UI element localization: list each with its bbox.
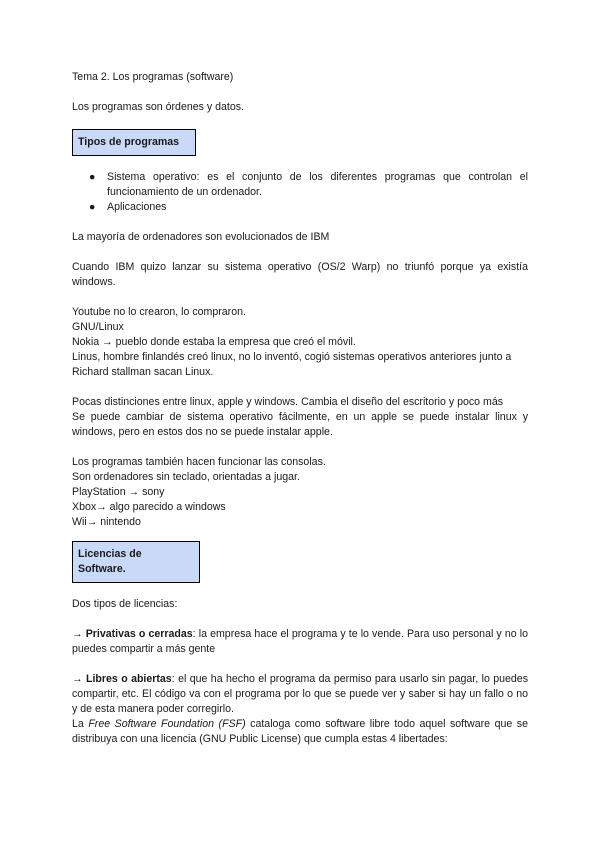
licenses-intro: Dos tipos de licencias: bbox=[72, 598, 178, 610]
text-line: Pocas distinciones entre linux, apple y windows. Cambia el diseño del escritorio y poco más bbox=[72, 396, 504, 408]
fsf-post: cataloga como software libre todo aquel software que se distribuya con una licencia (GNU Public License) que cumpla estas 4 libertades: bbox=[72, 718, 528, 745]
text-line: Wii→ nintendo bbox=[72, 516, 141, 528]
section-heading-licencias: Licencias de Software. bbox=[72, 541, 200, 583]
fsf-paragraph bbox=[72, 717, 528, 747]
arrow-icon: → bbox=[72, 673, 86, 685]
text-line: Los programas también hacen funcionar las consolas. bbox=[72, 456, 326, 468]
document-page bbox=[72, 70, 528, 747]
list-item-text: Aplicaciones bbox=[107, 201, 167, 213]
text-line: Linus, hombre finlandés creó linux, no lo inventó, cogió sistemas operativos anteriores junto a Richard stallman sacan Linux. bbox=[72, 351, 512, 378]
paragraph-ibm: La mayoría de ordenadores son evolucionados de IBM bbox=[72, 231, 330, 243]
text-line: PlayStation → sony bbox=[72, 486, 165, 498]
fsf-name: Free Software Foundation (FSF) bbox=[88, 718, 246, 730]
section-heading-tipos: Tipos de programas bbox=[72, 129, 196, 156]
paragraph-os2: Cuando IBM quizo lanzar su sistema operativo (OS/2 Warp) no triunfó porque ya existía windows. bbox=[72, 261, 528, 288]
list-item bbox=[72, 170, 528, 200]
program-types-list bbox=[72, 170, 528, 215]
list-item-text: Sistema operativo: es el conjunto de los diferentes programas que controlan el funcionamiento de un ordenador. bbox=[107, 171, 528, 198]
fsf-pre: La bbox=[72, 718, 89, 730]
document-title: Tema 2. Los programas (software) bbox=[72, 71, 234, 83]
license-label: Libres o abiertas bbox=[86, 673, 172, 685]
text-line: Xbox→ algo parecido a windows bbox=[72, 501, 226, 513]
list-item bbox=[72, 200, 528, 215]
intro-paragraph: Los programas son órdenes y datos. bbox=[72, 101, 244, 113]
license-privativas bbox=[72, 627, 528, 657]
text-line: GNU/Linux bbox=[72, 321, 124, 333]
bullet-icon: ● bbox=[89, 201, 96, 213]
license-libres bbox=[72, 672, 528, 717]
arrow-icon: → bbox=[72, 628, 86, 640]
text-line: Nokia → pueblo donde estaba la empresa que creó el móvil. bbox=[72, 336, 356, 348]
license-description: : el que ha hecho el programa da permiso para usarlo sin pagar, lo puedes compartir, etc. El código va con el programa por lo que se puede ver y saber si hay un fallo o no y de esta manera poder corregirlo. bbox=[72, 673, 528, 715]
license-label: Privativas o cerradas bbox=[85, 628, 193, 640]
text-line: Se puede cambiar de sistema operativo fácilmente, en un apple se puede instalar linux y windows, pero en estos dos no se puede instalar apple. bbox=[72, 411, 528, 438]
bullet-icon: ● bbox=[89, 171, 96, 183]
text-line: Son ordenadores sin teclado, orientadas a jugar. bbox=[72, 471, 300, 483]
text-line: Youtube no lo crearon, lo compraron. bbox=[72, 306, 246, 318]
license-description: : la empresa hace el programa y te lo vende. Para uso personal y no lo puedes compartir a más gente bbox=[72, 628, 528, 655]
